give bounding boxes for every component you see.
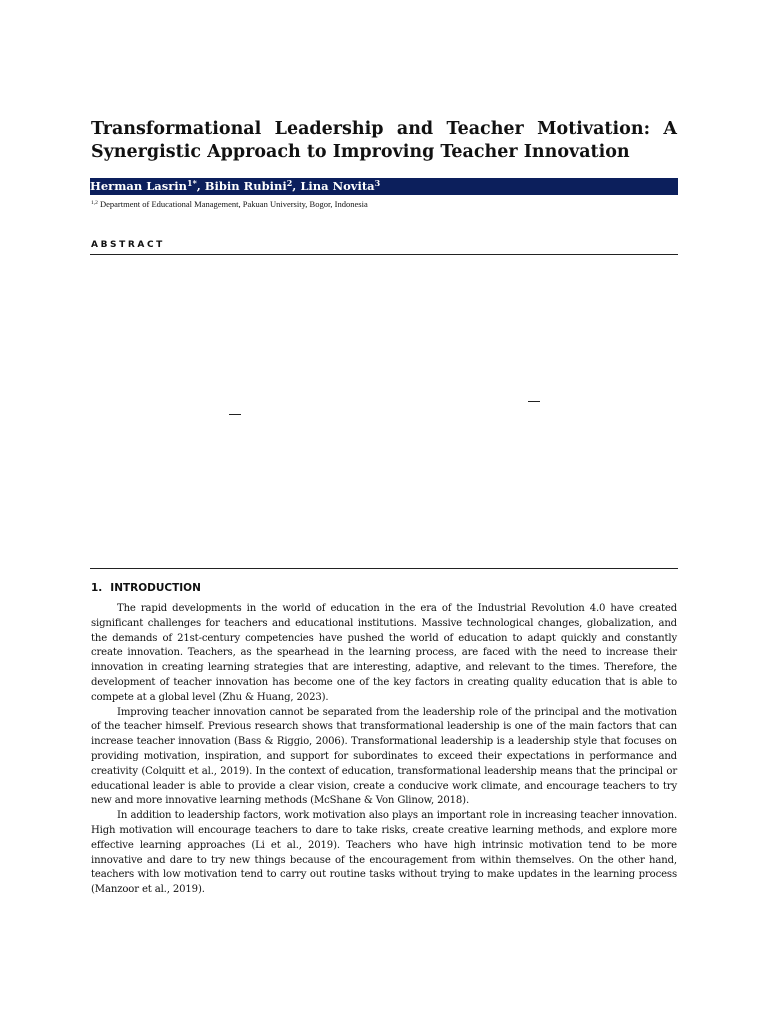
section-title: INTRODUCTION [110, 582, 201, 594]
author-separator: , [196, 179, 205, 193]
affiliation-marks: 1,2 [91, 200, 98, 206]
paper-title: Transformational Leadership and Teacher Motivation: A Synergistic Approach to Improving Teacher Innovation [91, 119, 677, 162]
author-mark: 2 [286, 178, 293, 188]
author-mark: 3 [374, 178, 381, 188]
author-name: Bibin Rubini [204, 179, 287, 193]
body-text [91, 602, 677, 898]
author-name: Herman Lasrin [90, 179, 188, 193]
section-number: 1. [91, 582, 103, 594]
author-separator: , [292, 179, 301, 193]
paragraph: The rapid developments in the world of education in the era of the Industrial Revolution 4.0 have created significant challenges for teachers and educational institutions. Massive technological changes, globalization, and the demands of 21st-century competencies have pushed the world of education to adapt quickly and constantly create innovation. Teachers, as the spearhead in the learning process, are faced with the need to increase their innovation in creating learning strategies that are interesting, adaptive, and relevant to the times. Therefore, the development of teacher innovation has become one of the key factors in creating quality education that is able to compete at a global level (Zhu & Huang, 2023). [91, 603, 677, 703]
affiliation-line [91, 199, 677, 210]
abstract-heading: ABSTRACT [91, 240, 165, 250]
section-heading [91, 582, 201, 595]
author-mark: 1* [187, 178, 197, 188]
dash-mark [528, 401, 540, 402]
dash-mark [229, 414, 241, 415]
authors-bar [90, 178, 678, 195]
abstract-bottom-rule [90, 568, 678, 569]
author-name: Lina Novita [300, 179, 375, 193]
paragraph: In addition to leadership factors, work motivation also plays an important role in increasing teacher innovation. High motivation will encourage teachers to dare to take risks, create creative learning methods, and explore more effective learning approaches (Li et al., 2019). Teachers who have high intrinsic motivation tend to be more innovative and dare to try new things because of the encouragement from within themselves. On the other hand, teachers with low motivation tend to carry out routine tasks without trying to make updates in the learning process (Manzoor et al., 2019). [91, 810, 677, 896]
abstract-top-rule [90, 254, 678, 255]
affiliation-text: Department of Educational Management, Pakuan University, Bogor, Indonesia [100, 199, 368, 209]
paragraph: Improving teacher innovation cannot be separated from the leadership role of the principal and the motivation of the teacher himself. Previous research shows that transformational leadership is one of the main factors that can increase teacher innovation (Bass & Riggio, 2006). Transformational leadership is a leadership style that focuses on providing motivation, inspiration, and support for subordinates to exceed their expectations in performance and creativity (Colquitt et al., 2019). In the context of education, transformational leadership means that the principal or educational leader is able to provide a clear vision, create a conducive work climate, and encourage teachers to try new and more innovative learning methods (McShane & Von Glinow, 2018). [91, 706, 677, 807]
